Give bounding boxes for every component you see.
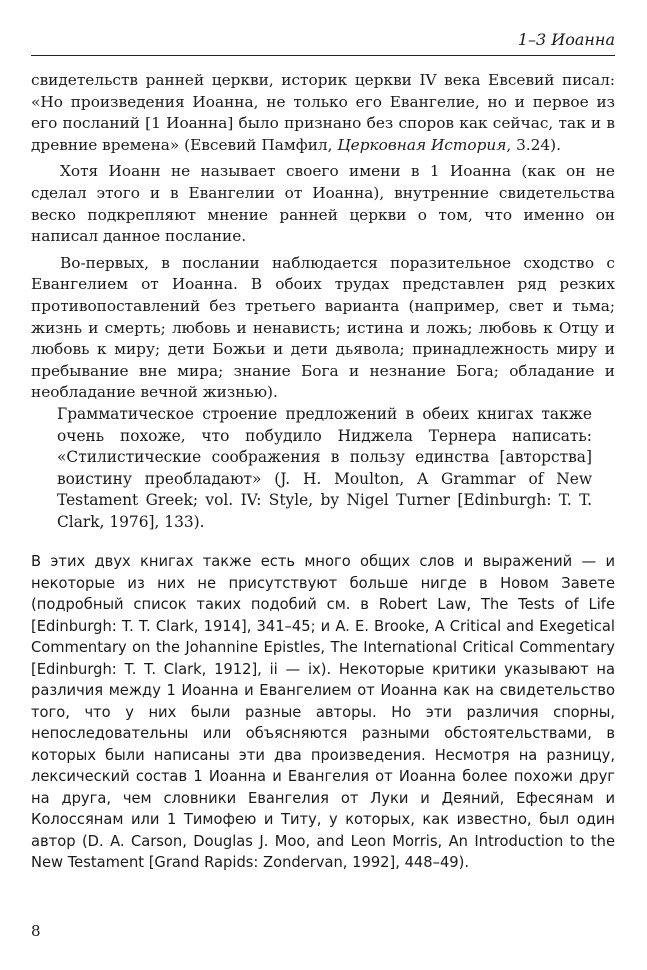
page-number: 8 [31, 922, 41, 940]
paragraph-1 [31, 70, 615, 156]
paragraph-1-text: свидетельств ранней церкви, историк церкви IV века Евсевий писал: «Но произведения Иоанна, не только его Евангелие, но и первое из его посланий [1 Иоанна] было признано без споров как сейчас, так и в древние времена» (Евсевий Памфил, [31, 71, 615, 154]
main-text [31, 70, 615, 404]
header-title: 1–3 Иоанна [517, 30, 615, 49]
paragraph-2: Хотя Иоанн не называет своего имени в 1 Иоанна (как он не сделал этого и в Евангелии от Иоанна), внутренние свидетельства веско подкрепляют мнение ранней церкви о том, что именно он написал данное послание. [31, 162, 615, 246]
block-quote [57, 404, 592, 534]
paragraph-1-book-title: Церковная История [337, 135, 507, 154]
running-header [31, 30, 615, 56]
sidebar-note [31, 551, 615, 874]
block-quote-text: Грамматическое строение предложений в обеих книгах также очень похоже, что побудило Ниджела Тернера написать: «Стилистические соображения в пользу единства [авторства] воистину преобладают» (J. H. Moulton, A Grammar of New Testament Greek; vol. IV: Style, by Nigel Turner [Edinburgh: T. T. Clark, 1976], 133). [57, 405, 592, 531]
paragraph-3: Во-первых, в послании наблюдается поразительное сходство с Евангелием от Иоанна. В обоих трудах представлен ряд резких противопоставлений без третьего варианта (например, свет и тьма; жизнь и смерть; любовь и ненависть; истина и ложь; любовь к Отцу и любовь к миру; дети Божьи и дети дьявола; принадлежность миру и пребывание вне мира; знание Бога и незнание Бога; обладание и необладание вечной жизнью). [31, 253, 615, 402]
sidebar-note-text: В этих двух книгах также есть много общих слов и выражений — и некоторые из них не присутствуют больше нигде в Новом Завете (подробный список таких подобий см. в Robert Law, The Tests of Life [Edinburgh: T. T. Clark, 1914], 341–45; и A. E. Brooke, A Critical and Exegetical Commentary on the Johannine Epistles, The International Critical Commentary [Edinburgh: T. T. Clark, 1912], ii — ix). Некоторые критики указывают на различия между 1 Иоанна и Евангелием от Иоанна как на свидетельство того, что у них были разные авторы. Но эти различия спорны, непоследовательны или объясняются разными обстоятельствами, в которых были написаны эти два произведения. Несмотря на разницу, лексический состав 1 Иоанна и Евангелия от Иоанна более похожи друг на друга, чем словники Евангелия от Луки и Деяний, Ефесянам и Колоссянам или 1 Тимофею и Титу, у которых, как известно, был один автор (D. A. Carson, Douglas J. Moo, and Leon Morris, An Introduction to the New Testament [Grand Rapids: Zondervan, 1992], 448–49). [31, 553, 615, 871]
paragraph-1-end: , 3.24). [506, 135, 561, 154]
